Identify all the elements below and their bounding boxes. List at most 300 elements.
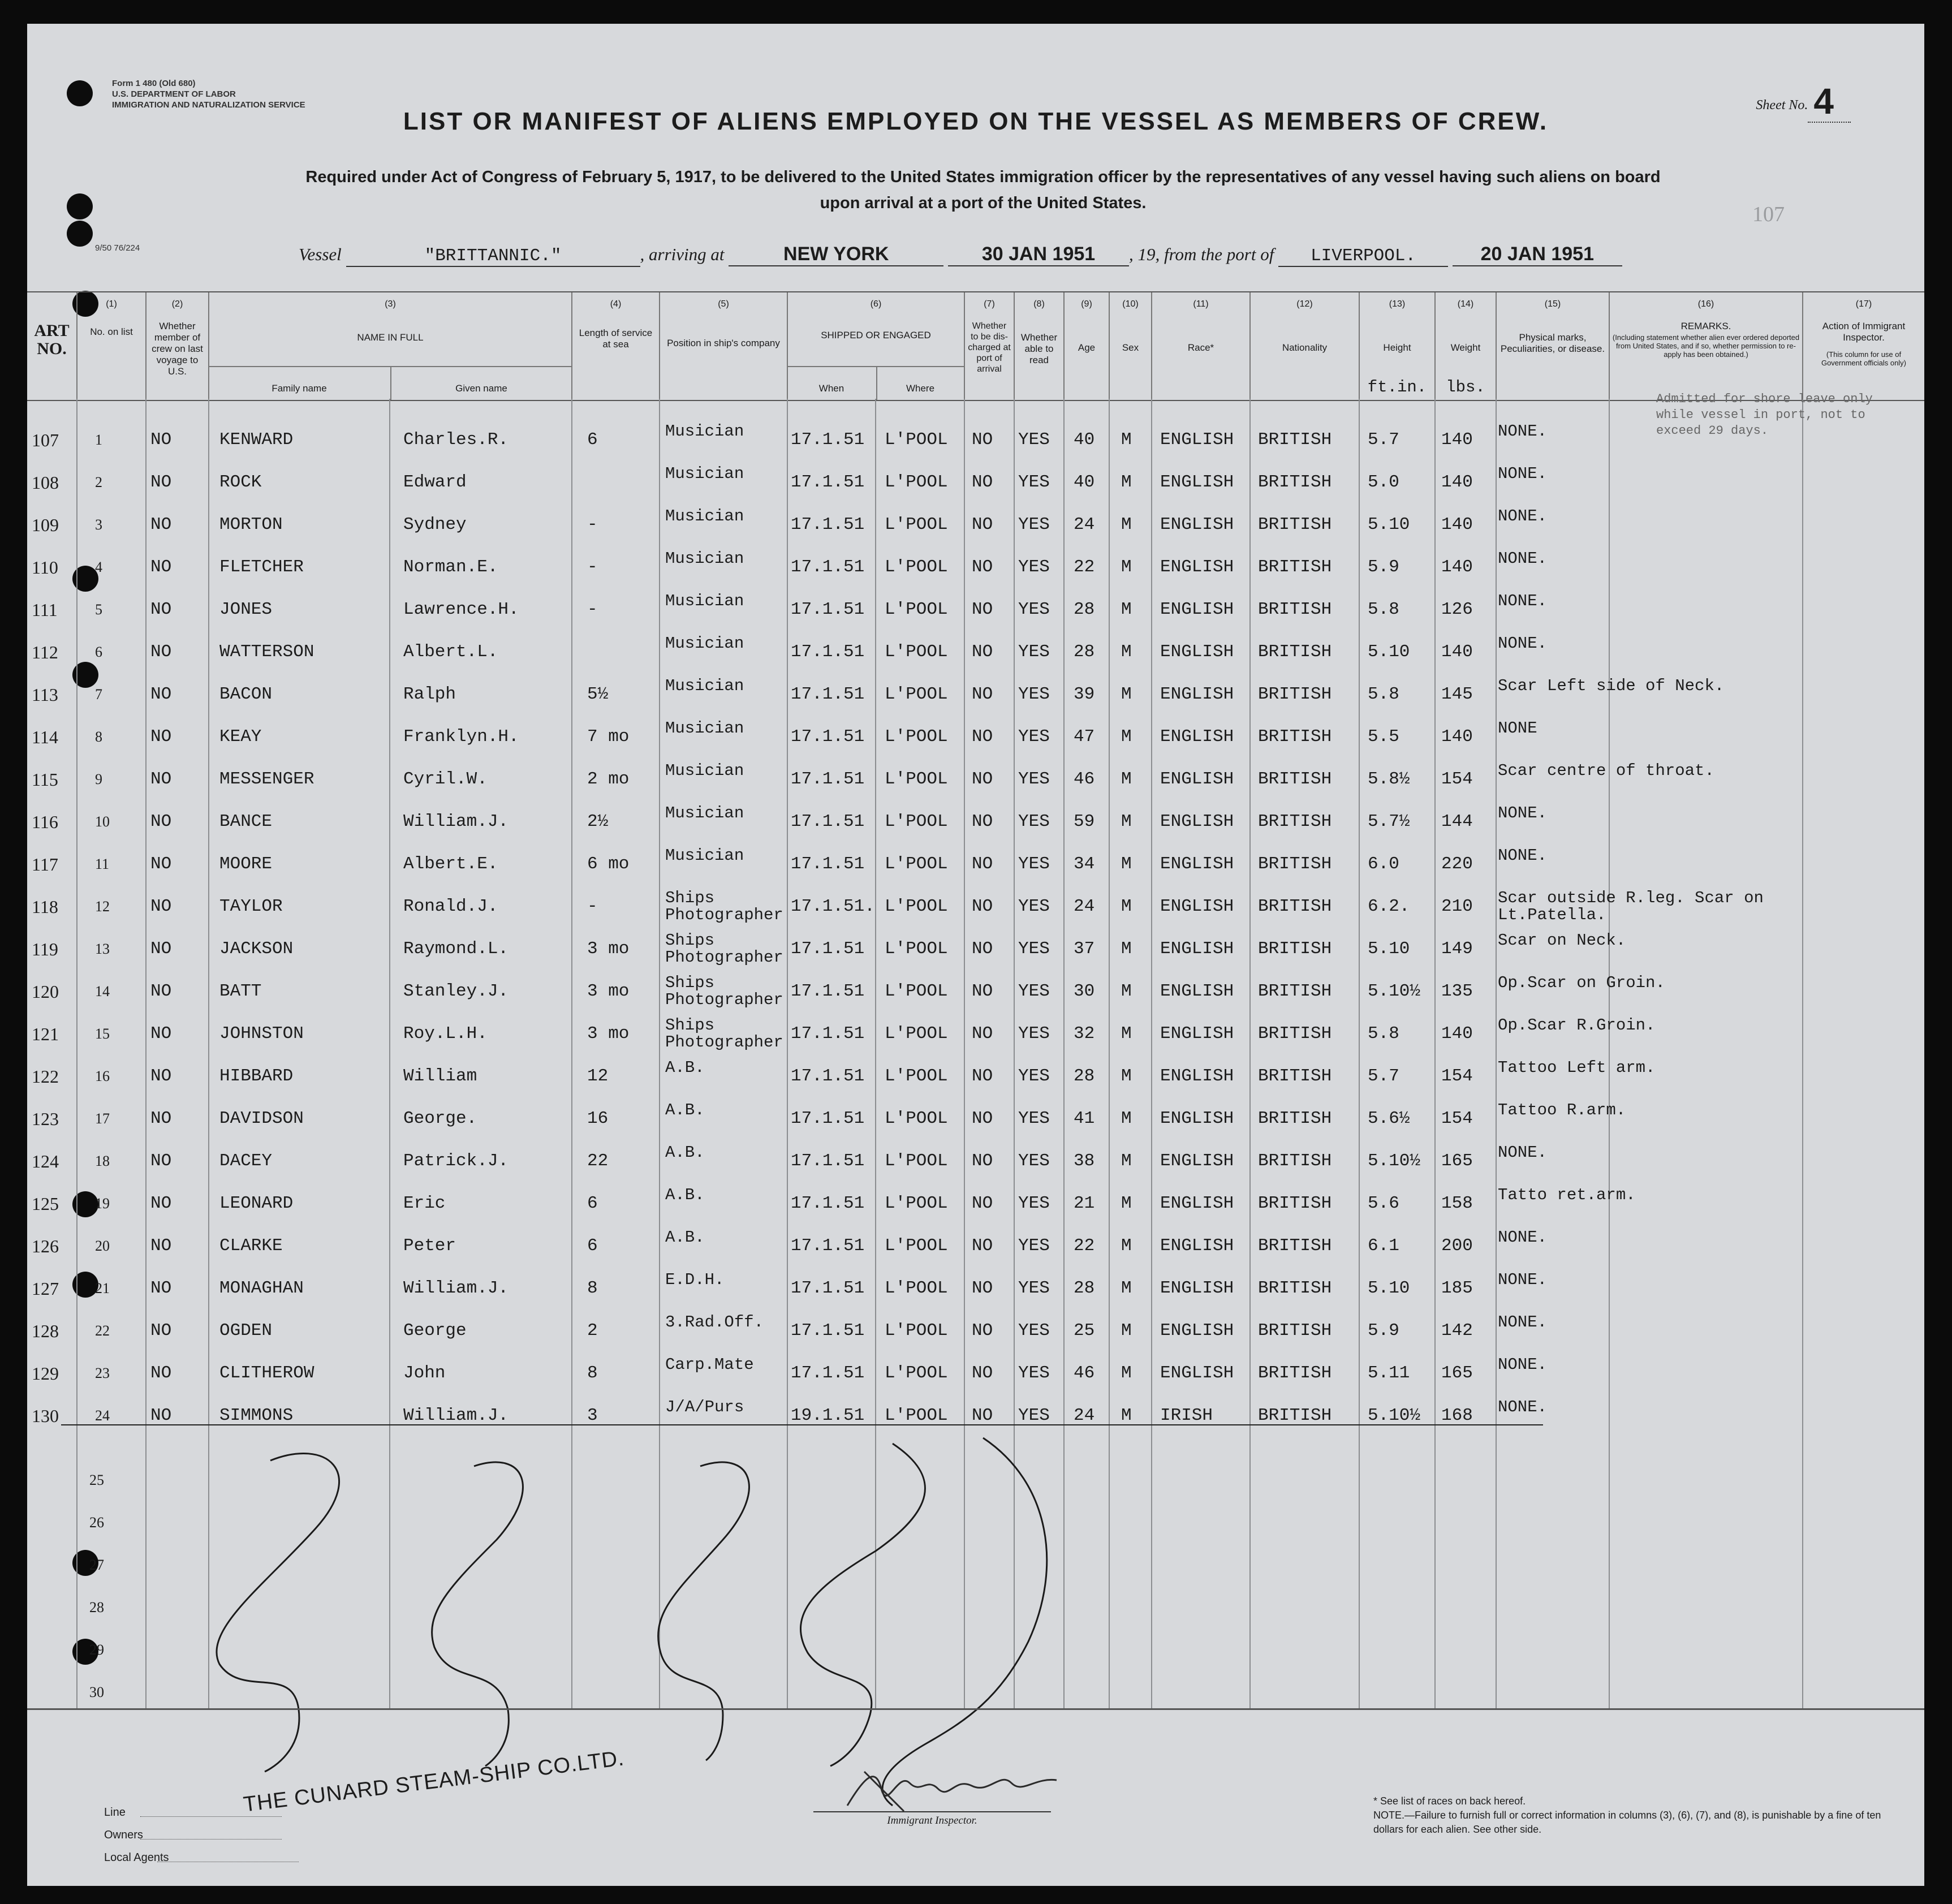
table-row	[27, 674, 1924, 715]
cell-crew-last-voyage: NO	[150, 897, 172, 916]
cell-family-name: JACKSON	[219, 939, 294, 959]
cell-race: ENGLISH	[1160, 557, 1234, 577]
cell-art-number: 124	[32, 1151, 59, 1171]
cell-line-number: 3	[95, 516, 102, 533]
cunard-stamp: THE CUNARD STEAM-SHIP CO.LTD.	[242, 1746, 626, 1817]
cell-art-number: 126	[32, 1236, 59, 1256]
cell-line-number: 24	[95, 1407, 110, 1424]
cell-age: 24	[1074, 1406, 1095, 1425]
cell-discharged: NO	[972, 642, 993, 662]
cell-race: ENGLISH	[1160, 1236, 1234, 1256]
cell-age: 24	[1074, 515, 1095, 535]
cell-family-name: ROCK	[219, 472, 262, 492]
cell-crew-last-voyage: NO	[150, 727, 172, 747]
cell-shipped-when: 17.1.51	[791, 812, 865, 832]
cell-nationality: BRITISH	[1258, 854, 1332, 874]
cell-nationality: BRITISH	[1258, 1406, 1332, 1425]
cell-position: E.D.H.	[665, 1270, 725, 1289]
cell-sex: M	[1121, 1151, 1132, 1171]
cell-line-number: 14	[95, 983, 110, 1000]
cell-discharged: NO	[972, 684, 993, 704]
cell-shipped-where: L'POOL	[885, 981, 948, 1001]
cell-able-to-read: YES	[1018, 1066, 1050, 1086]
cell-race: IRISH	[1160, 1406, 1213, 1425]
cell-crew-last-voyage: NO	[150, 1194, 172, 1213]
cell-sex: M	[1121, 939, 1132, 959]
cell-nationality: BRITISH	[1258, 897, 1332, 916]
header-no-on-list: (1) No. on list	[76, 292, 145, 400]
punch-hole	[67, 80, 93, 106]
cell-sex: M	[1121, 557, 1132, 577]
subtitle-line-1: Required under Act of Congress of February 5, 1917, to be delivered to the United States immigration officer by the representatives of any vessel having such aliens on board	[305, 168, 1661, 186]
remarks-note: Admitted for shore leave only while vessel in port, not to exceed 29 days.	[1656, 392, 1873, 438]
header-art-no: ART NO.	[34, 321, 70, 358]
cell-length-of-service: 2½	[587, 812, 609, 832]
cell-discharged: NO	[972, 1151, 993, 1171]
cell-family-name: HIBBARD	[219, 1066, 294, 1086]
cell-family-name: FLETCHER	[219, 557, 304, 577]
cell-line-number: 4	[95, 559, 102, 575]
cell-physical-marks: NONE.	[1498, 1143, 1548, 1162]
header-able-to-read: (8) Whether able to read	[1014, 292, 1063, 400]
cell-physical-marks: Tattoo Left arm.	[1498, 1058, 1656, 1077]
cell-physical-marks: NONE.	[1498, 464, 1548, 483]
cell-given-name: Franklyn.H.	[403, 727, 519, 747]
cell-shipped-where: L'POOL	[885, 1024, 948, 1044]
header-length-of-service: (4) Length of service at sea	[571, 292, 659, 400]
cell-discharged: NO	[972, 897, 993, 916]
cell-age: 41	[1074, 1109, 1095, 1128]
cell-line-number: 12	[95, 898, 110, 915]
cell-height: 5.9	[1368, 557, 1399, 577]
cell-crew-last-voyage: NO	[150, 1236, 172, 1256]
table-row	[27, 547, 1924, 588]
cell-shipped-when: 17.1.51	[791, 1151, 865, 1171]
cell-shipped-where: L'POOL	[885, 472, 948, 492]
cell-family-name: SIMMONS	[219, 1406, 294, 1425]
cell-crew-last-voyage: NO	[150, 1406, 172, 1425]
cell-shipped-where: L'POOL	[885, 727, 948, 747]
cell-given-name: Ralph	[403, 684, 456, 704]
cell-given-name: George.	[403, 1109, 477, 1128]
cell-race: ENGLISH	[1160, 430, 1234, 450]
arriving-label: , arriving at	[640, 244, 725, 264]
cell-art-number: 121	[32, 1024, 59, 1044]
cell-sex: M	[1121, 1363, 1132, 1383]
cell-sex: M	[1121, 1194, 1132, 1213]
cell-height: 5.10	[1368, 1278, 1410, 1298]
cell-weight: 145	[1441, 684, 1473, 704]
cell-family-name: DACEY	[219, 1151, 273, 1171]
cell-physical-marks: Tattoo R.arm.	[1498, 1101, 1626, 1119]
cell-given-name: Patrick.J.	[403, 1151, 509, 1171]
cell-age: 28	[1074, 1066, 1095, 1086]
cell-crew-last-voyage: NO	[150, 1321, 172, 1341]
header-position: (5) Position in ship's company	[659, 292, 787, 400]
cell-able-to-read: YES	[1018, 472, 1050, 492]
cell-position: Musician	[665, 464, 744, 483]
cell-nationality: BRITISH	[1258, 642, 1332, 662]
cell-shipped-where: L'POOL	[885, 430, 948, 450]
cell-discharged: NO	[972, 515, 993, 535]
cell-given-name: William	[403, 1066, 477, 1086]
cell-weight: 140	[1441, 430, 1473, 450]
cell-weight: 154	[1441, 1066, 1473, 1086]
cell-shipped-where: L'POOL	[885, 897, 948, 916]
cell-age: 39	[1074, 684, 1095, 704]
cell-weight: 154	[1441, 769, 1473, 789]
form-info	[112, 78, 305, 110]
cell-given-name: Roy.L.H.	[403, 1024, 488, 1044]
cell-position: Carp.Mate	[665, 1355, 754, 1374]
cell-sex: M	[1121, 1278, 1132, 1298]
cell-height: 5.6½	[1368, 1109, 1410, 1128]
cell-height: 5.10	[1368, 642, 1410, 662]
cell-art-number: 129	[32, 1363, 59, 1384]
cell-height: 5.8	[1368, 600, 1399, 619]
cell-position: Musician	[665, 804, 744, 822]
cell-age: 28	[1074, 600, 1095, 619]
cell-art-number: 119	[32, 939, 58, 959]
cell-shipped-when: 17.1.51	[791, 939, 865, 959]
cell-line-number: 1	[95, 432, 102, 448]
cell-family-name: LEONARD	[219, 1194, 294, 1213]
cell-given-name: Raymond.L.	[403, 939, 509, 959]
cell-nationality: BRITISH	[1258, 472, 1332, 492]
cell-crew-last-voyage: NO	[150, 1363, 172, 1383]
service-name: IMMIGRATION AND NATURALIZATION SERVICE	[112, 100, 305, 110]
cell-line-number: 9	[95, 771, 102, 787]
cell-given-name: Cyril.W.	[403, 769, 488, 789]
height-unit: ft.in.	[1367, 378, 1427, 397]
cell-age: 22	[1074, 557, 1095, 577]
vessel-label: Vessel	[299, 244, 342, 264]
cell-length-of-service	[587, 632, 655, 673]
cell-physical-marks: NONE.	[1498, 422, 1548, 441]
cell-family-name: BANCE	[219, 812, 273, 832]
cell-family-name: MOORE	[219, 854, 273, 874]
cell-height: 5.7	[1368, 1066, 1399, 1086]
cell-shipped-where: L'POOL	[885, 1236, 948, 1256]
cell-nationality: BRITISH	[1258, 1151, 1332, 1171]
cell-length-of-service: 8	[587, 1278, 598, 1298]
cell-discharged: NO	[972, 1363, 993, 1383]
cell-line-number: 23	[95, 1365, 110, 1381]
cell-art-number: 107	[32, 430, 59, 450]
cell-shipped-when: 17.1.51	[791, 1109, 865, 1128]
cell-physical-marks: NONE.	[1498, 1398, 1548, 1416]
cell-nationality: BRITISH	[1258, 812, 1332, 832]
cell-weight: 210	[1441, 897, 1473, 916]
cell-able-to-read: YES	[1018, 1024, 1050, 1044]
arrival-date: 30 JAN 1951	[948, 243, 1129, 266]
cell-position: Musician	[665, 422, 744, 441]
cell-height: 5.6	[1368, 1194, 1399, 1213]
cell-given-name: George	[403, 1321, 467, 1341]
cell-able-to-read: YES	[1018, 1406, 1050, 1425]
cell-length-of-service: 6 mo	[587, 854, 630, 874]
cell-nationality: BRITISH	[1258, 1066, 1332, 1086]
cell-age: 32	[1074, 1024, 1095, 1044]
cell-line-number: 5	[95, 601, 102, 618]
cell-given-name: William.J.	[403, 812, 509, 832]
cell-shipped-where: L'POOL	[885, 515, 948, 535]
cell-length-of-service: 3 mo	[587, 1024, 630, 1044]
cell-given-name: Albert.L.	[403, 642, 498, 662]
cell-weight: 158	[1441, 1194, 1473, 1213]
cell-weight: 140	[1441, 642, 1473, 662]
cell-height: 5.10	[1368, 515, 1410, 535]
strike-through-line	[61, 1424, 1543, 1425]
empty-line-number: 29	[89, 1642, 104, 1658]
vessel-name: "BRITTANNIC."	[346, 246, 640, 267]
cell-able-to-read: YES	[1018, 1321, 1050, 1341]
cell-family-name: OGDEN	[219, 1321, 273, 1341]
cell-crew-last-voyage: NO	[150, 430, 172, 450]
header-weight: (14) Weight lbs.	[1434, 292, 1496, 400]
cell-art-number: 130	[32, 1406, 59, 1426]
cell-weight: 140	[1441, 557, 1473, 577]
table-row	[27, 505, 1924, 545]
cell-art-number: 128	[32, 1321, 59, 1341]
table-row	[27, 802, 1924, 842]
owners-label: Owners	[104, 1829, 143, 1841]
cell-position: Musician	[665, 846, 744, 865]
cell-physical-marks: NONE.	[1498, 549, 1548, 568]
cell-age: 37	[1074, 939, 1095, 959]
cell-nationality: BRITISH	[1258, 557, 1332, 577]
cell-position: A.B.	[665, 1101, 705, 1119]
cell-art-number: 109	[32, 515, 59, 535]
cell-family-name: MESSENGER	[219, 769, 314, 789]
cell-shipped-when: 17.1.51	[791, 1024, 865, 1044]
cell-crew-last-voyage: NO	[150, 981, 172, 1001]
cell-weight: 140	[1441, 727, 1473, 747]
year-label: , 19	[1129, 244, 1156, 264]
form-number: Form 1 480 (Old 680)	[112, 79, 196, 88]
cell-height: 5.10½	[1368, 1406, 1421, 1425]
cell-physical-marks: NONE.	[1498, 846, 1548, 865]
cell-shipped-where: L'POOL	[885, 939, 948, 959]
punch-hole	[67, 221, 93, 247]
empty-line-number: 30	[89, 1684, 104, 1700]
cell-discharged: NO	[972, 854, 993, 874]
cell-line-number: 19	[95, 1195, 110, 1212]
cell-position: 3.Rad.Off.	[665, 1313, 764, 1332]
cell-race: ENGLISH	[1160, 981, 1234, 1001]
cell-able-to-read: YES	[1018, 727, 1050, 747]
cell-crew-last-voyage: NO	[150, 600, 172, 619]
cell-weight: 168	[1441, 1406, 1473, 1425]
cell-art-number: 122	[32, 1066, 59, 1087]
punch-hole	[67, 193, 93, 219]
cell-able-to-read: YES	[1018, 939, 1050, 959]
cell-line-number: 10	[95, 813, 110, 830]
cell-shipped-when: 17.1.51	[791, 430, 865, 450]
cell-position: Ships Photographer	[665, 889, 783, 924]
cell-line-number: 11	[95, 856, 110, 872]
cell-given-name: Sydney	[403, 515, 467, 535]
cell-height: 5.7½	[1368, 812, 1410, 832]
cell-shipped-when: 17.1.51	[791, 727, 865, 747]
cell-sex: M	[1121, 472, 1132, 492]
cell-discharged: NO	[972, 1321, 993, 1341]
cell-shipped-when: 17.1.51	[791, 1066, 865, 1086]
cell-crew-last-voyage: NO	[150, 769, 172, 789]
weight-unit: lbs.	[1446, 378, 1485, 397]
cell-given-name: Peter	[403, 1236, 456, 1256]
cell-able-to-read: YES	[1018, 600, 1050, 619]
cell-sex: M	[1121, 1066, 1132, 1086]
cell-given-name: Stanley.J.	[403, 981, 509, 1001]
cell-nationality: BRITISH	[1258, 684, 1332, 704]
cell-weight: 126	[1441, 600, 1473, 619]
cell-discharged: NO	[972, 1236, 993, 1256]
table-row	[27, 1311, 1924, 1351]
cell-shipped-where: L'POOL	[885, 1363, 948, 1383]
cell-age: 40	[1074, 430, 1095, 450]
cell-nationality: BRITISH	[1258, 1321, 1332, 1341]
cell-length-of-service: 12	[587, 1066, 609, 1086]
cell-able-to-read: YES	[1018, 1151, 1050, 1171]
header-shipped-engaged: (6) SHIPPED OR ENGAGED When Where	[787, 292, 964, 400]
cell-physical-marks: Op.Scar on Groin.	[1498, 973, 1665, 992]
cell-art-number: 123	[32, 1109, 59, 1129]
cell-length-of-service: 2	[587, 1321, 598, 1341]
cell-length-of-service: -	[587, 515, 598, 535]
header-physical-marks: (15) Physical marks, Peculiarities, or disease.	[1496, 292, 1609, 400]
cell-position: Musician	[665, 507, 744, 525]
cell-nationality: BRITISH	[1258, 600, 1332, 619]
cell-physical-marks: Op.Scar R.Groin.	[1498, 1016, 1656, 1035]
cell-shipped-when: 17.1.51	[791, 1321, 865, 1341]
cell-length-of-service	[587, 462, 655, 503]
cell-shipped-when: 17.1.51	[791, 472, 865, 492]
table-row	[27, 886, 1924, 927]
cell-race: ENGLISH	[1160, 897, 1234, 916]
cell-age: 34	[1074, 854, 1095, 874]
cell-physical-marks: NONE.	[1498, 804, 1548, 822]
cell-physical-marks: Scar Left side of Neck.	[1498, 677, 1725, 695]
cell-crew-last-voyage: NO	[150, 1278, 172, 1298]
cell-shipped-where: L'POOL	[885, 1321, 948, 1341]
line-label: Line	[104, 1806, 126, 1819]
cell-length-of-service: 8	[587, 1363, 598, 1383]
cell-race: ENGLISH	[1160, 1109, 1234, 1128]
subtitle-line-2: upon arrival at a port of the United States.	[820, 194, 1147, 212]
cell-weight: 200	[1441, 1236, 1473, 1256]
table-row	[27, 632, 1924, 673]
cell-shipped-where: L'POOL	[885, 1406, 948, 1425]
header-age: (9) Age	[1063, 292, 1109, 400]
cell-shipped-where: L'POOL	[885, 1109, 948, 1128]
inspector-signature	[842, 1755, 1068, 1817]
cell-age: 21	[1074, 1194, 1095, 1213]
cell-art-number: 112	[32, 642, 58, 662]
cell-physical-marks: NONE.	[1498, 1355, 1548, 1374]
cell-nationality: BRITISH	[1258, 981, 1332, 1001]
cell-weight: 135	[1441, 981, 1473, 1001]
cell-art-number: 114	[32, 727, 58, 747]
cell-line-number: 22	[95, 1323, 110, 1339]
cell-nationality: BRITISH	[1258, 1236, 1332, 1256]
cell-physical-marks: NONE.	[1498, 592, 1548, 610]
cell-position: A.B.	[665, 1143, 705, 1162]
cell-family-name: MONAGHAN	[219, 1278, 304, 1298]
cell-family-name: JOHNSTON	[219, 1024, 304, 1044]
cell-sex: M	[1121, 1109, 1132, 1128]
cell-family-name: DAVIDSON	[219, 1109, 304, 1128]
table-row	[27, 1183, 1924, 1224]
cell-race: ENGLISH	[1160, 769, 1234, 789]
cell-position: Musician	[665, 719, 744, 738]
cell-sex: M	[1121, 1236, 1132, 1256]
cell-line-number: 13	[95, 941, 110, 957]
cell-nationality: BRITISH	[1258, 727, 1332, 747]
cell-family-name: BATT	[219, 981, 262, 1001]
cell-crew-last-voyage: NO	[150, 1151, 172, 1171]
table-row	[27, 1141, 1924, 1182]
cell-able-to-read: YES	[1018, 684, 1050, 704]
cell-able-to-read: YES	[1018, 430, 1050, 450]
cell-sex: M	[1121, 515, 1132, 535]
cell-shipped-where: L'POOL	[885, 1066, 948, 1086]
cell-sex: M	[1121, 684, 1132, 704]
cell-discharged: NO	[972, 1194, 993, 1213]
manifest-sheet	[27, 24, 1924, 1886]
cell-crew-last-voyage: NO	[150, 1024, 172, 1044]
cell-able-to-read: YES	[1018, 769, 1050, 789]
table-row	[27, 929, 1924, 970]
cell-position: Musician	[665, 549, 744, 568]
table-row	[27, 971, 1924, 1012]
cell-race: ENGLISH	[1160, 812, 1234, 832]
cell-race: ENGLISH	[1160, 854, 1234, 874]
sheet-number-label: Sheet No.	[1756, 98, 1808, 113]
cell-age: 25	[1074, 1321, 1095, 1341]
cell-able-to-read: YES	[1018, 1194, 1050, 1213]
cell-discharged: NO	[972, 939, 993, 959]
cell-family-name: WATTERSON	[219, 642, 314, 662]
cell-discharged: NO	[972, 812, 993, 832]
cell-length-of-service: 16	[587, 1109, 609, 1128]
cell-shipped-where: L'POOL	[885, 557, 948, 577]
cell-physical-marks: NONE.	[1498, 507, 1548, 525]
cell-shipped-where: L'POOL	[885, 854, 948, 874]
cell-race: ENGLISH	[1160, 727, 1234, 747]
cell-sex: M	[1121, 1406, 1132, 1425]
cell-sex: M	[1121, 642, 1132, 662]
table-header	[27, 291, 1924, 401]
cell-age: 28	[1074, 1278, 1095, 1298]
cell-race: ENGLISH	[1160, 472, 1234, 492]
table-row	[27, 1099, 1924, 1139]
cell-able-to-read: YES	[1018, 812, 1050, 832]
cell-family-name: KEAY	[219, 727, 262, 747]
cell-sex: M	[1121, 854, 1132, 874]
cell-nationality: BRITISH	[1258, 430, 1332, 450]
header-discharged: (7) Whether to be dis-charged at port of arrival	[964, 292, 1014, 400]
cell-race: ENGLISH	[1160, 600, 1234, 619]
cell-nationality: BRITISH	[1258, 939, 1332, 959]
cell-able-to-read: YES	[1018, 1109, 1050, 1128]
cell-position: A.B.	[665, 1186, 705, 1204]
cell-discharged: NO	[972, 472, 993, 492]
cell-physical-marks: Scar outside R.leg. Scar on Lt.Patella.	[1498, 889, 1764, 924]
header-sex: (10) Sex	[1109, 292, 1151, 400]
header-name-in-full: (3) NAME IN FULL Family name Given name	[208, 292, 571, 400]
empty-line-number: 28	[89, 1599, 104, 1616]
